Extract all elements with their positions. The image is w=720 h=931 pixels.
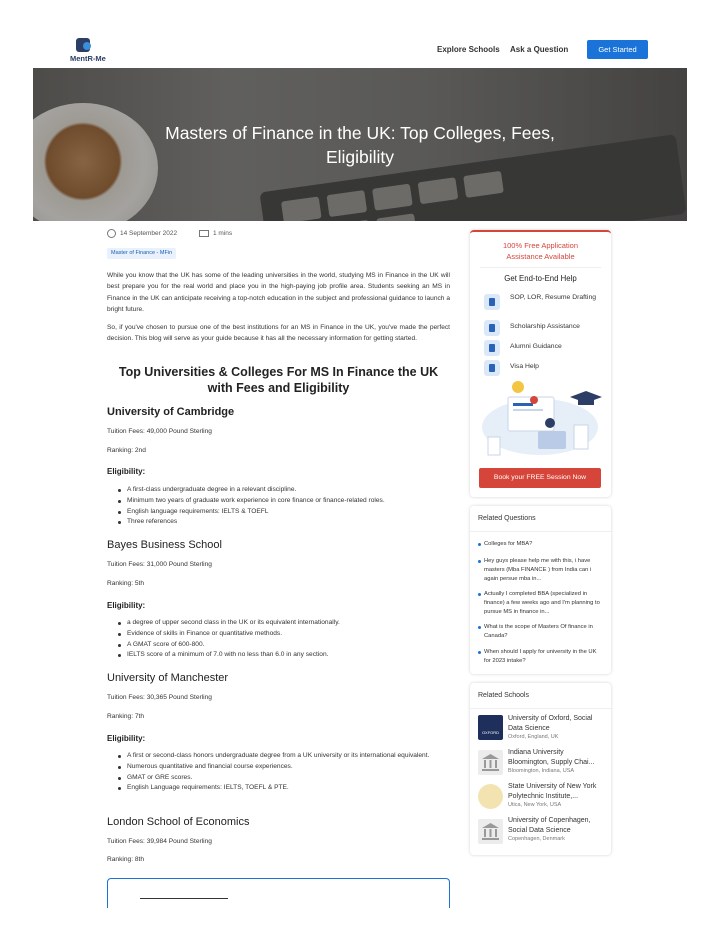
site-header (0, 0, 720, 68)
school-location: Oxford, England, UK (508, 734, 559, 740)
assistance-subtitle: Get End-to-End Help (504, 274, 577, 283)
nav-explore-schools[interactable]: Explore Schools (437, 45, 500, 54)
university-heading: University of Cambridge (107, 406, 235, 418)
free-assistance-card (470, 230, 611, 497)
ranking: Ranking: 2nd (107, 447, 146, 454)
eligibility-label: Eligibility: (107, 734, 146, 743)
school-location: Utica, New York, USA (508, 802, 562, 808)
university-heading: Bayes Business School (107, 539, 222, 551)
university-heading: London School of Economics (107, 816, 250, 828)
related-schools-card (470, 683, 611, 855)
ranking: Ranking: 7th (107, 713, 145, 720)
publish-date: 14 September 2022 (120, 230, 178, 237)
tuition-fees: Tuition Fees: 30,365 Pound Sterling (107, 694, 212, 701)
graduation-cap-icon (484, 320, 500, 336)
question-link[interactable]: Colleges for MBA? (484, 540, 604, 549)
school-link[interactable]: University of Copenhagen, Social Data Science (508, 817, 591, 834)
related-schools-title: Related Schools (478, 692, 529, 699)
info-box (107, 878, 450, 908)
school-location: Copenhagen, Denmark (508, 836, 565, 842)
university-building-icon (478, 750, 503, 775)
hero-banner (33, 68, 687, 221)
tuition-fees: Tuition Fees: 49,000 Pound Sterling (107, 428, 212, 435)
section-heading: Top Universities & Colleges For MS In Finance the UK with Fees and Eligibility (118, 365, 439, 395)
suny-poly-seal-icon (478, 784, 503, 809)
page-title: Masters of Finance in the UK: Top Colleges, Fees, Eligibility (165, 123, 555, 167)
passport-icon (484, 360, 500, 376)
eligibility-list (118, 485, 453, 528)
service-sop-lor: SOP, LOR, Resume Drafting (510, 294, 597, 301)
intro-paragraph-2: So, if you've chosen to pursue one of the best institutions for an MS in Finance in the UK, you've made the perfect decision. This blog will serve as your guide because it has all the necessary information for getting started. (107, 324, 450, 343)
document-icon (484, 294, 500, 310)
clock-icon (107, 229, 116, 238)
list-item: English Language requirements: IELTS, TOEFL & PTE. (118, 783, 453, 794)
nav-ask-question[interactable]: Ask a Question (510, 45, 569, 54)
get-started-button[interactable]: Get Started (587, 40, 648, 59)
category-tag[interactable]: Master of Finance - MFin (107, 248, 176, 259)
list-item: English language requirements: IELTS & TOEFL (118, 507, 453, 518)
list-item: GMAT or GRE scores. (118, 773, 453, 784)
service-visa: Visa Help (510, 363, 539, 370)
list-item: Evidence of skills in Finance or quantitative methods. (118, 629, 453, 640)
eligibility-list (118, 618, 453, 661)
list-item: A first or second-class honors undergraduate degree from a UK university or its international equivalent. (118, 751, 453, 762)
book-session-button[interactable]: Book your FREE Session Now (479, 468, 601, 488)
list-item: Minimum two years of graduate work experience in core finance or finance-related roles. (118, 496, 453, 507)
tuition-fees: Tuition Fees: 31,000 Pound Sterling (107, 561, 212, 568)
question-link[interactable]: What is the scope of Masters Of finance in Canada? (484, 623, 604, 641)
question-link[interactable]: Actually I completed BBA (specialized in finance) a few weeks ago and I'm planning to pursue MS in finance in... (484, 590, 604, 616)
school-location: Bloomington, Indiana, USA (508, 768, 575, 774)
service-scholarship: Scholarship Assistance (510, 323, 580, 330)
eligibility-label: Eligibility: (107, 601, 146, 610)
school-link[interactable]: Indiana University Bloomington, Supply Chai... (508, 749, 595, 766)
alumni-icon (484, 340, 500, 356)
related-questions-card (470, 506, 611, 674)
question-link[interactable]: Hey guys please help me with this, i have masters (Mba FINANCE ) from India can i again persue mba in... (484, 557, 604, 583)
university-building-icon (478, 819, 503, 844)
related-questions-title: Related Questions (478, 515, 536, 522)
assistance-headline: 100% Free Application Assistance Available (502, 241, 579, 261)
oxford-logo: OXFORD (478, 715, 503, 740)
list-item: IELTS score of a minimum of 7.0 with no less than 6.0 in any section. (118, 650, 453, 661)
service-alumni: Alumni Guidance (510, 343, 562, 350)
study-illustration (478, 379, 602, 463)
logo-icon (76, 38, 90, 52)
list-item: Three references (118, 517, 453, 528)
intro-paragraph-1: While you know that the UK has some of the leading universities in the world, studying MS in Finance in the UK will best prepare you for the real world and place you in the high-paying job profile area. Students seeking an MS in Finance in the UK can anticipate receiving a top-notch education in the subject and professional guidance to launch a bright future. (107, 272, 450, 314)
eligibility-list (118, 751, 453, 794)
list-item: A first-class undergraduate degree in a relevant discipline. (118, 485, 453, 496)
list-item: a degree of upper second class in the UK or its equivalent internationally. (118, 618, 453, 629)
question-link[interactable]: When should I apply for university in the UK for 2023 intake? (484, 648, 604, 666)
list-item: A GMAT score of 600-800. (118, 640, 453, 651)
tuition-fees: Tuition Fees: 39,984 Pound Sterling (107, 838, 212, 845)
ranking: Ranking: 5th (107, 580, 145, 587)
school-link[interactable]: State University of New York Polytechnic Institute,... (508, 783, 597, 800)
ranking: Ranking: 8th (107, 856, 145, 863)
list-item: Numerous quantitative and financial course experiences. (118, 762, 453, 773)
eligibility-label: Eligibility: (107, 467, 146, 476)
school-link[interactable]: University of Oxford, Social Data Science (508, 715, 593, 732)
mentrme-logo[interactable] (70, 38, 120, 66)
logo-text: MentR-Me (70, 54, 106, 63)
read-time: 1 mins (213, 230, 233, 237)
book-icon (199, 230, 209, 237)
university-heading: University of Manchester (107, 672, 229, 684)
